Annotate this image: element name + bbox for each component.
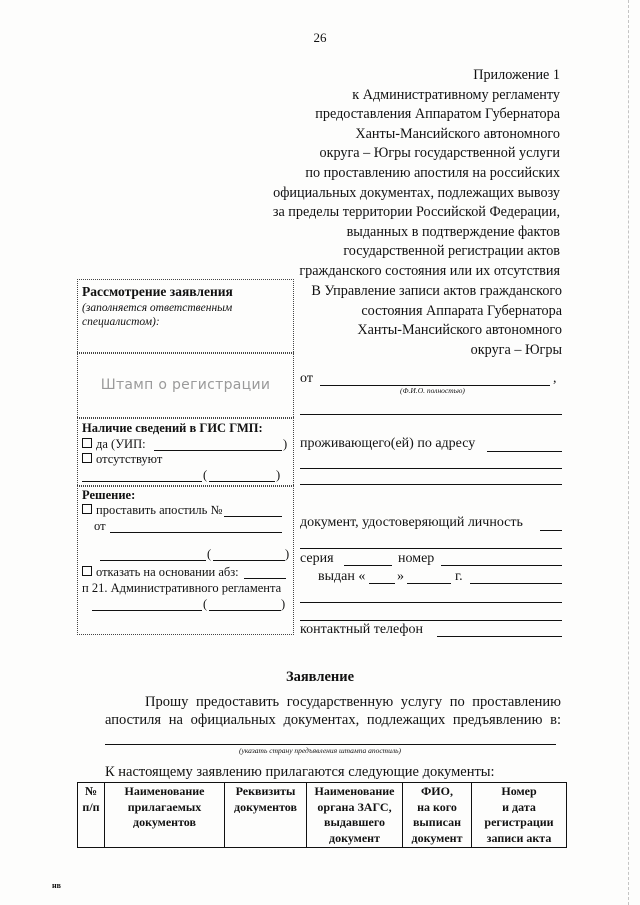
from-label: от (300, 371, 313, 386)
date-line[interactable] (110, 532, 282, 533)
addressee-line: Ханты-Мансийского автономного (357, 322, 562, 339)
series-label: серия (300, 551, 334, 566)
appendix-line: Приложение 1 (473, 67, 560, 83)
appendix-line: официальных документах, подлежащих вывозу (273, 184, 560, 201)
stamp-box (77, 352, 294, 419)
addressee-line: состояния Аппарата Губернатора (361, 302, 562, 319)
appendix-line: гражданского состояния или их отсутствия (299, 262, 560, 279)
name-line[interactable] (209, 610, 281, 611)
fio-hint: (Ф.И.О. полностью) (400, 386, 465, 395)
decision-box (77, 485, 294, 635)
paren: ) (285, 547, 290, 561)
paren: ( (203, 597, 208, 611)
uip-line[interactable] (154, 450, 282, 451)
phone-label: контактный телефон (300, 622, 423, 637)
id-doc-label: документ, удостоверяющий личность (300, 515, 523, 530)
decision-refuse-line2: п 21. Административного регламента (82, 581, 282, 595)
issued-by-input-3[interactable] (300, 620, 562, 621)
attachments-table (77, 782, 567, 848)
addressee-block (300, 282, 562, 360)
appendix-line: государственной регистрации актов (343, 243, 560, 260)
from-label: от (94, 519, 106, 533)
appendix-line: по проставлению апостиля на российских (305, 164, 560, 181)
year-label: г. (455, 569, 463, 584)
paragraph-line[interactable] (244, 578, 286, 579)
address-input-3[interactable] (300, 484, 562, 485)
phone-input[interactable] (437, 636, 562, 637)
id-doc-input-2[interactable] (300, 548, 562, 549)
table-header-cell: Реквизиты документов (225, 783, 307, 848)
decision-refuse-option[interactable]: отказать на основании абз: (82, 565, 239, 580)
table-header-cell: ФИО, на кого выписан документ (403, 783, 472, 848)
apostille-number-line[interactable] (224, 516, 282, 517)
decision-title: Решение: (82, 488, 136, 502)
appendix-line: к Административному регламенту (352, 86, 560, 103)
statement-line: апостиля на официальных документах, подлежащих предъявлению в: (105, 712, 561, 728)
address-input[interactable] (487, 451, 562, 452)
statement-title: Заявление (285, 669, 355, 685)
gis-yes-option[interactable]: да (УИП: (82, 437, 146, 452)
appendix-line: за пределы территории Российской Федерации, (272, 204, 560, 221)
checkbox[interactable] (82, 504, 92, 514)
footer-mark: нв (52, 881, 61, 890)
table-header-cell: Наименование прилагаемых документов (105, 783, 225, 848)
paren: ) (281, 597, 286, 611)
signature-line[interactable] (82, 481, 202, 482)
review-title: Рассмотрение заявления (82, 284, 233, 299)
issued-quote: » (397, 569, 404, 584)
paren: ) (283, 437, 288, 451)
registration-stamp-label: Штамп о регистрации (100, 377, 271, 393)
paren: ( (203, 468, 208, 482)
issued-by-input[interactable] (470, 583, 562, 584)
applicant-fio-input-2[interactable] (300, 414, 562, 415)
page-number: 26 (313, 30, 327, 45)
checkbox[interactable] (82, 566, 92, 576)
appendix-line: округа – Югры государственной услуги (319, 145, 560, 162)
addressee-line: В Управление записи актов гражданского (311, 283, 562, 299)
table-header-row (78, 783, 567, 848)
address-input-2[interactable] (300, 468, 562, 469)
number-input[interactable] (441, 565, 562, 566)
gis-title: Наличие сведений в ГИС ГМП: (82, 421, 263, 435)
id-doc-input[interactable] (540, 530, 562, 531)
review-header-box (77, 279, 294, 354)
addressee-line: округа – Югры (470, 341, 562, 358)
country-hint: (указать страну предъявления штампа апостиль) (238, 746, 402, 755)
scan-edge-line (628, 0, 629, 905)
signature-line[interactable] (92, 610, 202, 611)
statement-line: Прошу предоставить государственную услугу по проставлению (145, 694, 561, 710)
issued-day-input[interactable] (369, 583, 395, 584)
paren: ) (276, 468, 281, 482)
name-line[interactable] (209, 481, 275, 482)
appendix-header (200, 66, 560, 282)
appendix-line: предоставления Аппаратом Губернатора (315, 106, 560, 123)
number-label: номер (398, 551, 435, 566)
issued-month-input[interactable] (407, 583, 451, 584)
review-subtitle: специалистом): (82, 316, 160, 328)
table-header-cell: № п/п (78, 783, 105, 848)
review-subtitle: (заполняется ответственным (82, 302, 233, 314)
paren: ( (207, 547, 212, 561)
checkbox[interactable] (82, 453, 92, 463)
country-input[interactable] (105, 744, 556, 745)
gis-box (77, 417, 294, 487)
issued-label: выдан « (318, 569, 366, 584)
table-header-cell: Номер и дата регистрации записи акта (472, 783, 567, 848)
gis-no-option[interactable]: отсутствуют (82, 452, 162, 467)
signature-line[interactable] (100, 560, 206, 561)
decision-apostille-option[interactable]: проставить апостиль № (82, 503, 222, 518)
table-header-cell: Наименование органа ЗАГС, выдавшего документ (307, 783, 403, 848)
checkbox[interactable] (82, 438, 92, 448)
issued-by-input-2[interactable] (300, 602, 562, 603)
appendix-line: Ханты-Мансийского автономного (355, 125, 560, 142)
name-line[interactable] (213, 560, 285, 561)
appendix-line: выданных в подтверждение фактов (346, 223, 560, 240)
series-input[interactable] (344, 565, 392, 566)
address-label: проживающего(ей) по адресу (300, 436, 476, 451)
comma: , (553, 371, 557, 386)
attachments-intro: К настоящему заявлению прилагаются следующие документы: (105, 764, 495, 780)
